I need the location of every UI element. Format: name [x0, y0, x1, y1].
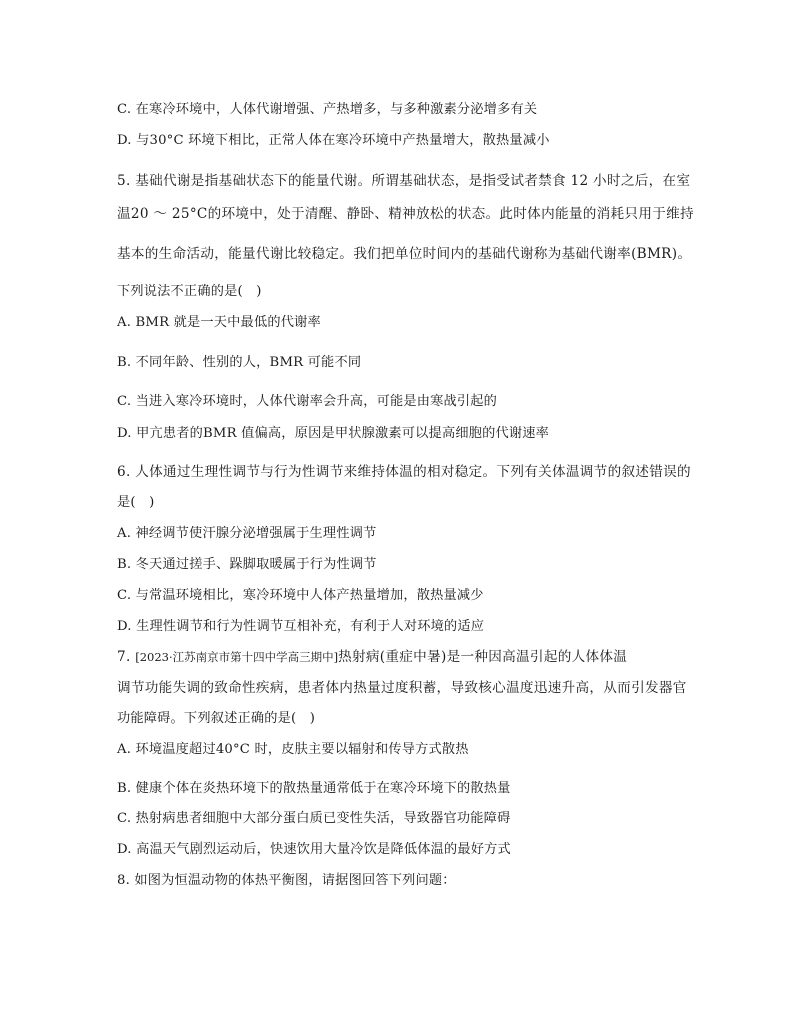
- q6-stem-line-1: 6. 人体通过生理性调节与行为性调节来维持体温的相对稳定。下列有关体温调节的叙述错误的: [117, 464, 691, 480]
- q5-stem-line-4: 下列说法不正确的是( ): [117, 284, 262, 299]
- q5-option-a: A. BMR 就是一天中最低的代谢率: [117, 315, 321, 330]
- q7-option-a: A. 环境温度超过40°C 时，皮肤主要以辐射和传导方式散热: [117, 742, 469, 757]
- q5-option-b: B. 不同年龄、性别的人，BMR 可能不同: [117, 355, 362, 370]
- q7-number: 7.: [117, 649, 131, 665]
- q5-option-d: D. 甲亢患者的BMR 值偏高，原因是甲状腺激素可以提高细胞的代谢速率: [117, 426, 550, 441]
- q8-stem: 8. 如图为恒温动物的体热平衡图，请据图回答下列问题：: [117, 873, 456, 888]
- q7-option-c: C. 热射病患者细胞中大部分蛋白质已变性失活，导致器官功能障碍: [117, 811, 511, 826]
- q5-stem-line-3: 基本的生命活动，能量代谢比较稳定。我们把单位时间内的基础代谢称为基础代谢率(BMR)。: [117, 246, 692, 262]
- q6-option-b: B. 冬天通过搓手、跺脚取暖属于行为性调节: [117, 557, 377, 572]
- q5-stem-line-1: 5. 基础代谢是指基础状态下的能量代谢。所谓基础状态，是指受试者禁食 12 小时之后，在室: [117, 173, 691, 189]
- q7-stem-line-2: 调节功能失调的致命性疾病，患者体内热量过度积蓄，导致核心温度迅速升高，从而引发器官: [117, 680, 687, 696]
- q6-option-a: A. 神经调节使汗腺分泌增强属于生理性调节: [117, 526, 377, 541]
- q7-option-d: D. 高温天气剧烈运动后，快速饮用大量冷饮是降低体温的最好方式: [117, 842, 511, 857]
- q5-option-c: C. 当进入寒冷环境时，人体代谢率会升高，可能是由寒战引起的: [117, 394, 498, 409]
- q4-option-c: C. 在寒冷环境中，人体代谢增强、产热增多，与多种激素分泌增多有关: [117, 102, 538, 117]
- q6-option-d: D. 生理性调节和行为性调节互相补充，有利于人对环境的适应: [117, 619, 485, 634]
- q5-stem-line-2: 温20 ～ 25°C的环境中，处于清醒、静卧、精神放松的状态。此时体内能量的消耗只用于维持: [117, 206, 694, 222]
- q7-stem-line-3: 功能障碍。下列叙述正确的是( ): [117, 711, 316, 726]
- q7-source-tag: [2023·江苏南京市第十四中学高三期中]: [135, 650, 339, 664]
- q7-stem-line-1-text: 热射病(重症中暑)是一种因高温引起的人体体温: [338, 649, 628, 665]
- q6-stem-line-2: 是( ): [117, 495, 155, 510]
- q6-option-c: C. 与常温环境相比，寒冷环境中人体产热量增加，散热量减少: [117, 588, 484, 603]
- q7-option-b: B. 健康个体在炎热环境下的散热量通常低于在寒冷环境下的散热量: [117, 781, 511, 796]
- q4-option-d: D. 与30°C 环境下相比，正常人体在寒冷环境中产热量增大，散热量减小: [117, 133, 550, 148]
- q7-stem-line-1: [117, 648, 627, 666]
